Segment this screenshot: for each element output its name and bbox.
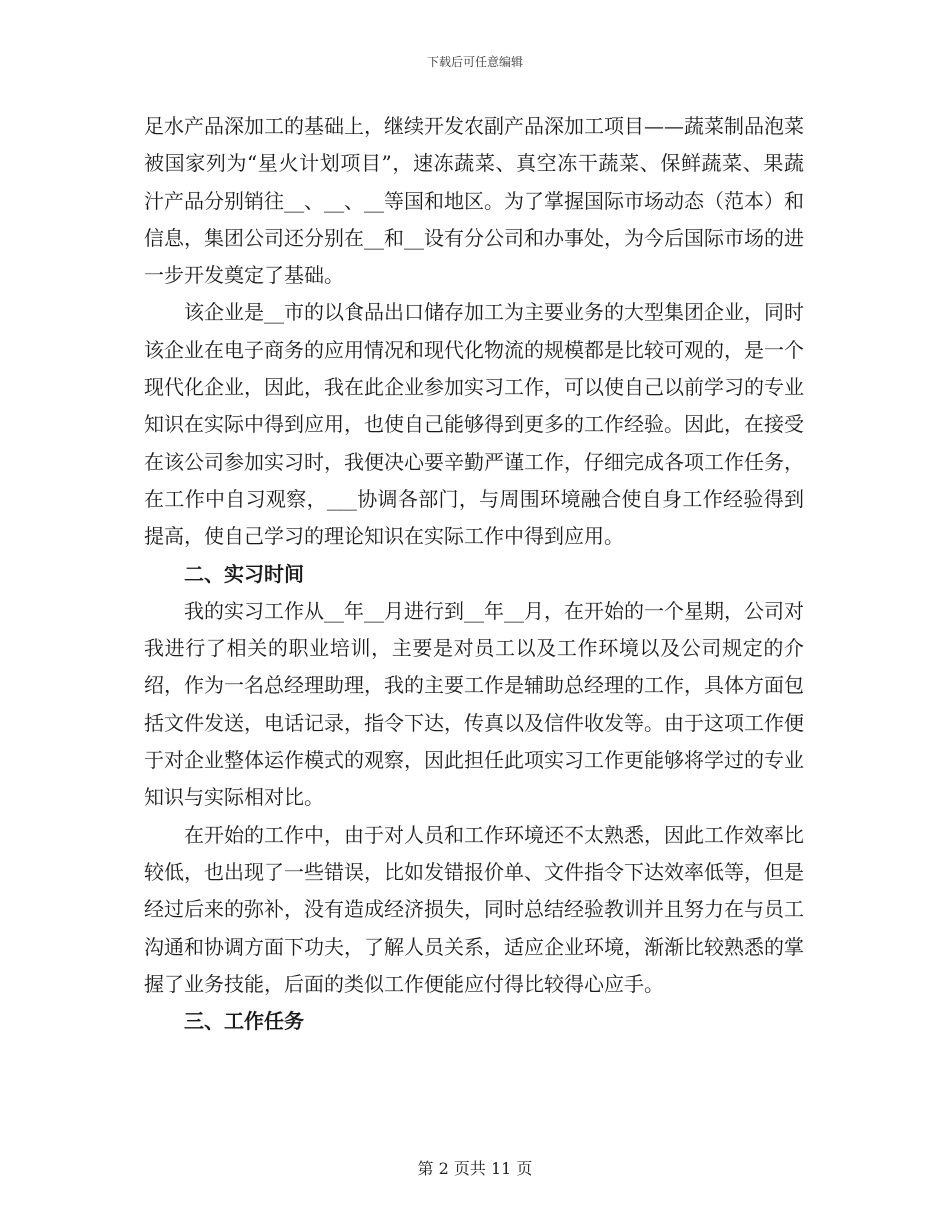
paragraph-early-work: 在开始的工作中，由于对人员和工作环境还不太熟悉，因此工作效率比较低，也出现了一些错误，比如发错报价单、文件指令下达效率低等，但是经过后来的弥补，没有造成经济损失，同时总结经验教训并且努力在与员工沟通和协调方面下功夫，了解人员关系，适应企业环境，渐渐比较熟悉的掌握了业务技能，后面的类似工作便能应付得比较得心应手。 xyxy=(144,822,804,996)
page-header: 下载后可任意编辑 xyxy=(426,55,523,69)
section-heading-work-tasks: 三、工作任务 xyxy=(184,1009,304,1034)
paragraph-internship-time: 我的实习工作从__年__月进行到__年__月，在开始的一个星期，公司对我进行了相关的职业培训，主要是对员工以及工作环境以及公司规定的介绍，作为一名总经理助理，我的主要工作是辅助总经理的工作，具体方面包括文件发送，电话记录，指令下达，传真以及信件收发等。由于这项工作便于对企业整体运作模式的观察，因此担任此项实习工作更能够将学过的专业知识与实际相对比。 xyxy=(144,598,804,810)
document-body xyxy=(144,108,804,1040)
page-footer: 第 2 页共 11 页 xyxy=(417,1159,533,1178)
paragraph-continuation: 足水产品深加工的基础上，继续开发农副产品深加工项目——蔬菜制品泡菜被国家列为“星火计划项目”，速冻蔬菜、真空冻干蔬菜、保鲜蔬菜、果蔬汁产品分别销往__、__、__等国和地区。为了掌握国际市场动态（范本）和信息，集团公司还分别在__和__设有分公司和办事处，为今后国际市场的进一步开发奠定了基础。 xyxy=(144,114,804,288)
paragraph-enterprise: 该企业是__市的以食品出口储存加工为主要业务的大型集团企业，同时该企业在电子商务的应用情况和现代化物流的规模都是比较可观的，是一个现代化企业，因此，我在此企业参加实习工作，可以使自己以前学习的专业知识在实际中得到应用，也使自己能够得到更多的工作经验。因此，在接受在该公司参加实习时，我便决心要辛勤严谨工作，仔细完成各项工作任务，在工作中自习观察，___协调各部门，与周围环境融合使自身工作经验得到提高，使自己学习的理论知识在实际工作中得到应用。 xyxy=(144,300,804,549)
section-heading-internship-time: 二、实习时间 xyxy=(184,561,304,586)
